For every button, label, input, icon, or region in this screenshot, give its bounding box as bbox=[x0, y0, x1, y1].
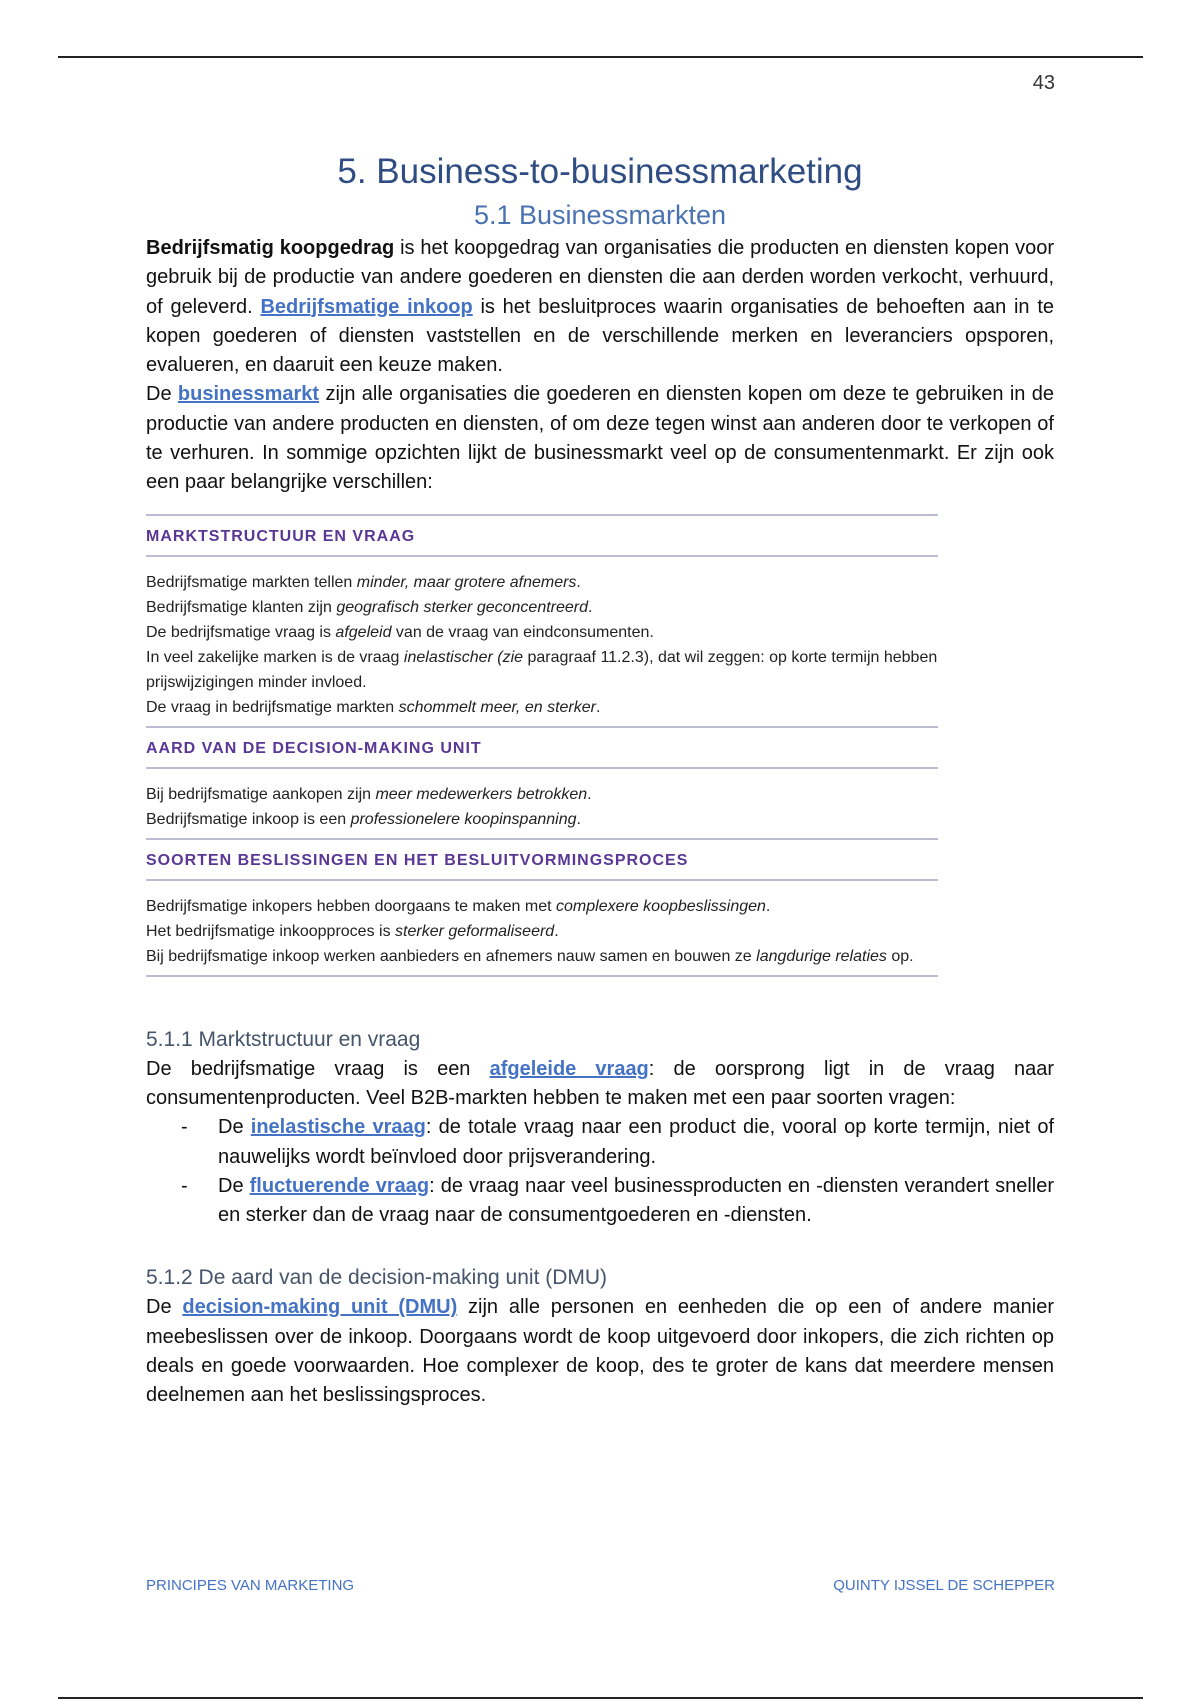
paragraph-511 bbox=[146, 1055, 1054, 1114]
link-afgeleide-vraag[interactable]: afgeleide vraag bbox=[489, 1057, 649, 1080]
list-item: - De inelastische vraag: de totale vraag naar een product die, vooral op korte termijn, niet of nauwelijks wordt beïnvloed door prijsverandering. bbox=[218, 1113, 1054, 1172]
intro-text: zijn alle organisaties die goederen en diensten kopen om deze te gebruiken in de productie van andere producten en diensten, of om deze tegen winst aan anderen door te verkopen of te verhuren. In sommige opzichten lijkt de businessmarkt veel op de consumentenmarkt. Er zijn ook een paar belangrijke verschillen: bbox=[146, 383, 1055, 494]
box-heading-beslissingen: SOORTEN BESLISSINGEN EN HET BESLUITVORMINGSPROCES bbox=[146, 838, 938, 881]
page-number: 43 bbox=[1032, 72, 1055, 94]
box-body-dmu bbox=[146, 769, 938, 838]
box-line: Bedrijfsmatige markten tellen minder, maar grotere afnemers. bbox=[146, 573, 581, 591]
box-line: Bedrijfsmatige inkoop is een professionelere koopinspanning. bbox=[146, 810, 581, 828]
intro-paragraph-2 bbox=[146, 380, 1054, 497]
box-line: Bij bedrijfsmatige inkoop werken aanbieders en afnemers nauw samen en bouwen ze langdurige relaties op. bbox=[146, 947, 914, 965]
intro-paragraph-1 bbox=[146, 234, 1054, 380]
link-inelastische-vraag[interactable]: inelastische vraag bbox=[250, 1116, 426, 1139]
paragraph-512 bbox=[146, 1293, 1054, 1410]
chapter-title: 5. Business-to-businessmarketing bbox=[337, 152, 863, 191]
body-text: De bedrijfsmatige vraag is een bbox=[146, 1057, 490, 1080]
box-line: De bedrijfsmatige vraag is afgeleid van de vraag van eindconsumenten. bbox=[146, 623, 654, 641]
box-line: De vraag in bedrijfsmatige markten schommelt meer, en sterker. bbox=[146, 698, 601, 716]
page-content bbox=[146, 148, 1054, 1411]
intro-text: is het koopgedrag van organisaties die producten en diensten kopen voor gebruik bij de productie van andere goederen en diensten die aan derden worden verkocht, verhuurd, of geleverd. bbox=[146, 237, 1055, 318]
box-body-marktstructuur bbox=[146, 557, 938, 726]
box-bottom-rule bbox=[146, 975, 938, 977]
term-bedrijfsmatig-koopgedrag: Bedrijfsmatig koopgedrag bbox=[146, 237, 395, 259]
box-line: Bij bedrijfsmatige aankopen zijn meer medewerkers betrokken. bbox=[146, 785, 592, 803]
intro-text: is het besluitproces waarin organisaties de behoeften aan in te kopen goederen of diensten vaststellen en de verschillende merken en leveranciers opsporen, evalueren, en daaruit een keuze maken. bbox=[146, 295, 1054, 377]
link-dmu[interactable]: decision-making unit (DMU) bbox=[182, 1296, 458, 1319]
link-businessmarkt[interactable]: businessmarkt bbox=[177, 383, 320, 406]
top-rule bbox=[58, 56, 1143, 58]
section-title: 5.1 Businessmarkten bbox=[473, 200, 727, 230]
list-item: - De fluctuerende vraag: de vraag naar veel businessproducten en -diensten verandert sneller en sterker dan de vraag naar de consumentgoederen en -diensten. bbox=[218, 1172, 1054, 1231]
box-line: Bedrijfsmatige inkopers hebben doorgaans te maken met complexere koopbeslissingen. bbox=[146, 897, 771, 915]
box-body-beslissingen bbox=[146, 881, 938, 975]
box-line: Het bedrijfsmatige inkoopproces is sterker geformaliseerd. bbox=[146, 922, 559, 940]
box-heading-marktstructuur: MARKTSTRUCTUUR EN VRAAG bbox=[146, 514, 938, 557]
link-bedrijfsmatige-inkoop[interactable]: Bedrijfsmatige inkoop bbox=[260, 295, 473, 318]
subsection-title-511: 5.1.1 Marktstructuur en vraag bbox=[146, 1027, 421, 1051]
link-fluctuerende-vraag[interactable]: fluctuerende vraag bbox=[249, 1174, 430, 1197]
body-text: De bbox=[146, 1296, 183, 1319]
bottom-rule bbox=[58, 1697, 1143, 1699]
box-line: Bedrijfsmatige klanten zijn geografisch sterker geconcentreerd. bbox=[146, 598, 593, 616]
body-text: zijn alle personen en eenheden die op een of andere manier meebeslissen over de inkoop. Doorgaans wordt de koop uitgevoerd door inkopers, die zich richten op deals en goede voorwaarden. Hoe complexer de koop, des te groter de kans dat meerdere mensen deelnemen aan het beslissingsproces. bbox=[146, 1296, 1054, 1407]
demand-types-list bbox=[146, 1113, 1054, 1230]
subsection-title-512: 5.1.2 De aard van de decision-making unit (DMU) bbox=[146, 1266, 608, 1290]
body-text: : de oorsprong ligt in de vraag naar consumentenproducten. Veel B2B-markten hebben te maken met een paar soorten vragen: bbox=[146, 1057, 1054, 1109]
intro-text: De bbox=[146, 383, 178, 406]
footer-left: PRINCIPES VAN MARKETING bbox=[146, 1577, 355, 1594]
box-heading-dmu: AARD VAN DE DECISION-MAKING UNIT bbox=[146, 726, 938, 769]
footer-right: QUINTY IJSSEL DE SCHEPPER bbox=[833, 1577, 1055, 1594]
box-line: In veel zakelijke marken is de vraag inelastischer (zie paragraaf 11.2.3), dat wil zeggen: op korte termijn hebben prijswijzigingen minder invloed. bbox=[146, 648, 938, 691]
differences-table bbox=[146, 514, 938, 977]
